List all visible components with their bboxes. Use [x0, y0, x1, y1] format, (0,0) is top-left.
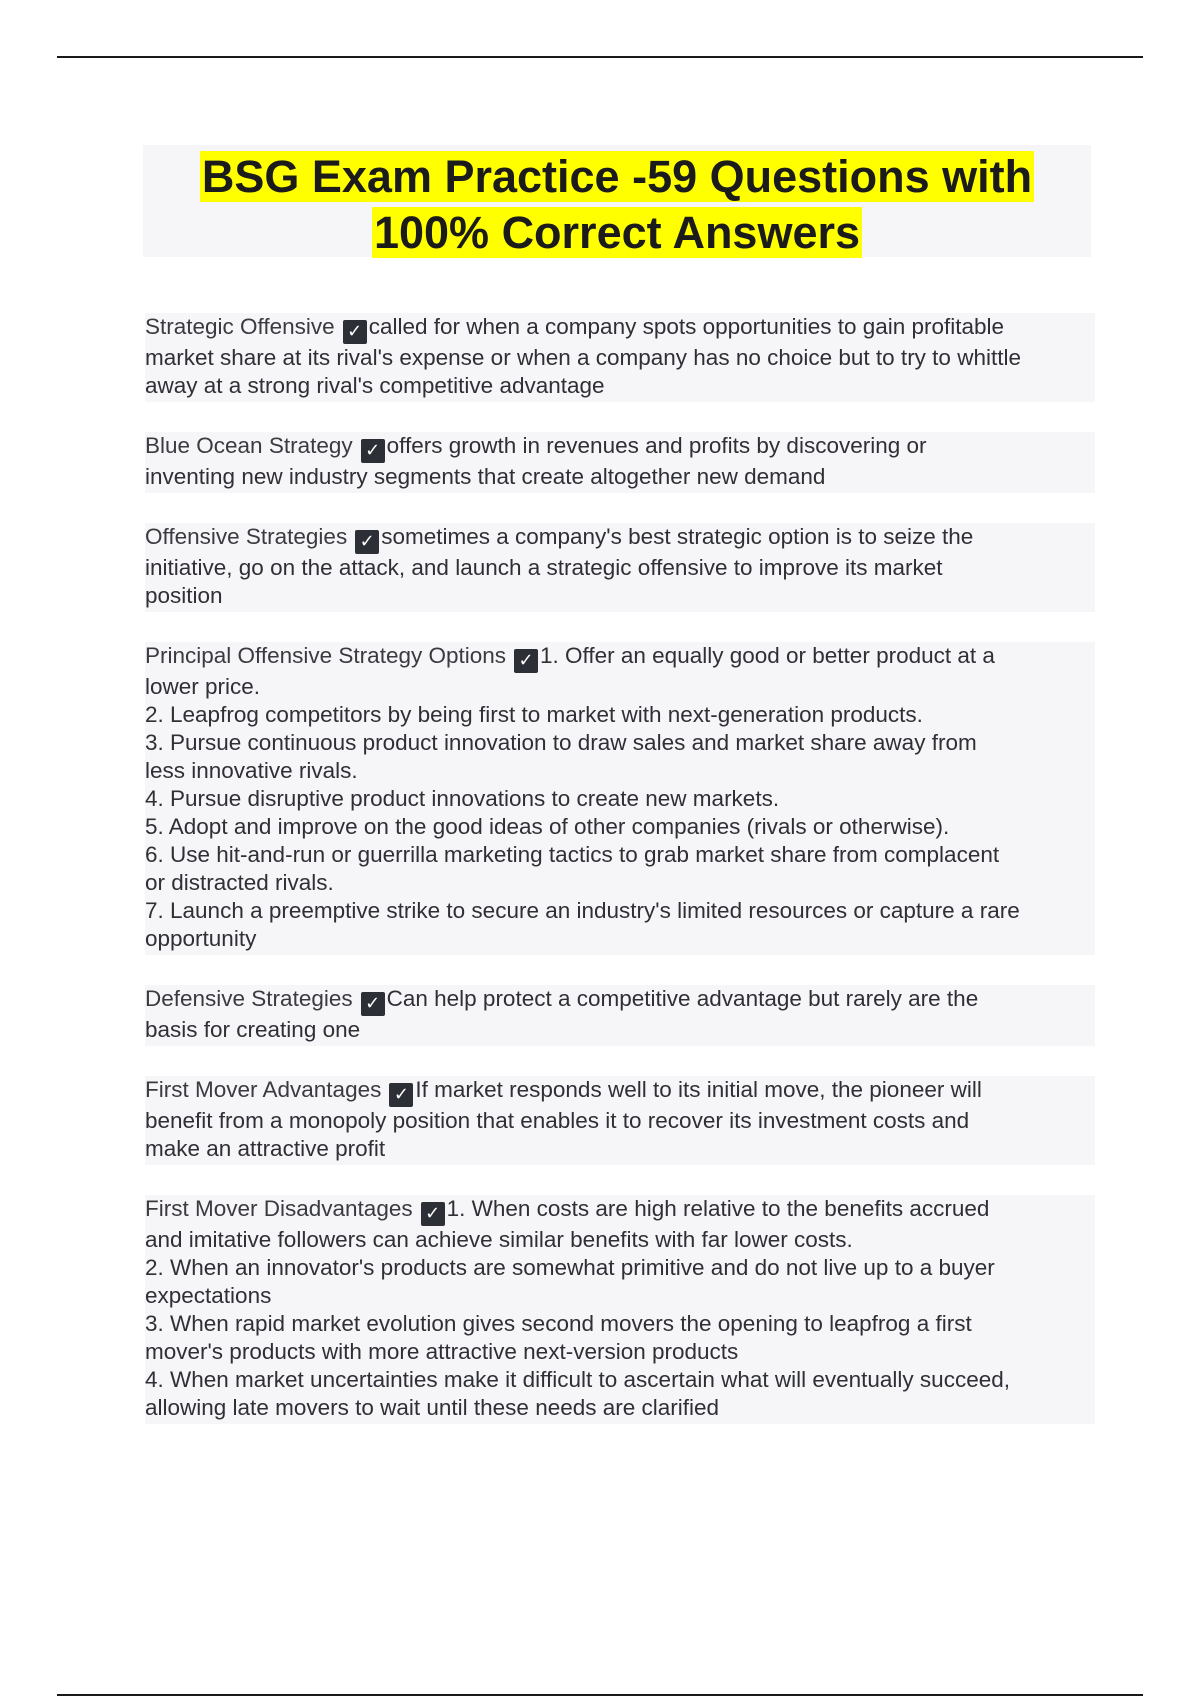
- entry-term: Offensive Strategies: [145, 524, 348, 549]
- check-icon: ✓: [514, 649, 538, 673]
- entry-answer-line: 2. Leapfrog competitors by being first to market with next-generation products.: [145, 702, 923, 727]
- entry-answer-line: mover's products with more attractive next-version products: [145, 1339, 739, 1364]
- entry-answer-line: opportunity: [145, 926, 257, 951]
- entry-term: First Mover Advantages: [145, 1077, 382, 1102]
- entry-answer: offers growth in revenues and profits by discovering or: [386, 433, 927, 458]
- entry-answer-line: position: [145, 583, 223, 608]
- entry-first-line: [145, 985, 1091, 1016]
- entry-first-line: [145, 313, 1091, 344]
- entry-term: Strategic Offensive: [145, 314, 335, 339]
- title-line-2: 100% Correct Answers: [373, 207, 861, 258]
- page-title: [143, 145, 1091, 261]
- entry-answer: 1. Offer an equally good or better product at a: [540, 643, 995, 668]
- entry-answer-line: benefit from a monopoly position that enables it to recover its investment costs and: [145, 1108, 970, 1133]
- bottom-rule: [57, 1694, 1143, 1696]
- entry-answer: called for when a company spots opportunities to gain profitable: [368, 314, 1005, 339]
- entry-answer-line: away at a strong rival's competitive advantage: [145, 373, 605, 398]
- check-icon: ✓: [389, 1083, 413, 1107]
- entry-answer-line: 6. Use hit-and-run or guerrilla marketing tactics to grab market share from complacent: [145, 842, 1000, 867]
- entry-answer-line: and imitative followers can achieve similar benefits with far lower costs.: [145, 1227, 853, 1252]
- entry-first-line: [145, 1195, 1091, 1226]
- qa-entry: [145, 985, 1095, 1046]
- entry-answer-line: 3. Pursue continuous product innovation to draw sales and market share away from: [145, 730, 977, 755]
- check-icon: ✓: [361, 992, 385, 1016]
- entry-answer-line: initiative, go on the attack, and launch a strategic offensive to improve its market: [145, 555, 943, 580]
- entry-answer: sometimes a company's best strategic option is to seize the: [381, 524, 974, 549]
- check-icon: ✓: [343, 320, 367, 344]
- entry-answer-line: less innovative rivals.: [145, 758, 358, 783]
- entry-answer-line: 2. When an innovator's products are somewhat primitive and do not live up to a buyer: [145, 1255, 995, 1280]
- entry-answer-line: or distracted rivals.: [145, 870, 334, 895]
- title-line-1: BSG Exam Practice -59 Questions with: [201, 151, 1033, 202]
- check-icon: ✓: [421, 1202, 445, 1226]
- entry-answer-line: 7. Launch a preemptive strike to secure an industry's limited resources or capture a rare: [145, 898, 1020, 923]
- qa-entry: [145, 313, 1095, 402]
- entry-first-line: [145, 523, 1091, 554]
- entry-answer-line: 4. Pursue disruptive product innovations to create new markets.: [145, 786, 780, 811]
- entry-answer: 1. When costs are high relative to the benefits accrued: [446, 1196, 990, 1221]
- entry-answer-line: lower price.: [145, 674, 261, 699]
- qa-entry: [145, 1076, 1095, 1165]
- entry-term: Principal Offensive Strategy Options: [145, 643, 507, 668]
- qa-entry: [145, 642, 1095, 955]
- entry-first-line: [145, 1076, 1091, 1107]
- top-rule: [57, 56, 1143, 58]
- qa-entry: [145, 523, 1095, 612]
- check-icon: ✓: [361, 439, 385, 463]
- entry-answer-line: 5. Adopt and improve on the good ideas of other companies (rivals or otherwise).: [145, 814, 950, 839]
- entry-answer-line: inventing new industry segments that create altogether new demand: [145, 464, 826, 489]
- entry-answer-line: 4. When market uncertainties make it difficult to ascertain what will eventually succeed,: [145, 1367, 1010, 1392]
- entry-answer: If market responds well to its initial move, the pioneer will: [415, 1077, 982, 1102]
- title-block: [143, 145, 1091, 257]
- qa-list: [145, 313, 1095, 1454]
- entry-answer-line: make an attractive profit: [145, 1136, 386, 1161]
- entry-answer-line: basis for creating one: [145, 1017, 361, 1042]
- qa-entry: [145, 1195, 1095, 1424]
- qa-entry: [145, 432, 1095, 493]
- entry-answer-line: market share at its rival's expense or when a company has no choice but to try to whittle: [145, 345, 1021, 370]
- entry-term: Blue Ocean Strategy: [145, 433, 353, 458]
- entry-answer: Can help protect a competitive advantage but rarely are the: [386, 986, 979, 1011]
- entry-first-line: [145, 432, 1091, 463]
- entry-first-line: [145, 642, 1091, 673]
- check-icon: ✓: [355, 530, 379, 554]
- entry-answer-line: expectations: [145, 1283, 272, 1308]
- entry-answer-line: 3. When rapid market evolution gives second movers the opening to leapfrog a first: [145, 1311, 972, 1336]
- entry-term: Defensive Strategies: [145, 986, 353, 1011]
- entry-answer-line: allowing late movers to wait until these needs are clarified: [145, 1395, 720, 1420]
- entry-term: First Mover Disadvantages: [145, 1196, 413, 1221]
